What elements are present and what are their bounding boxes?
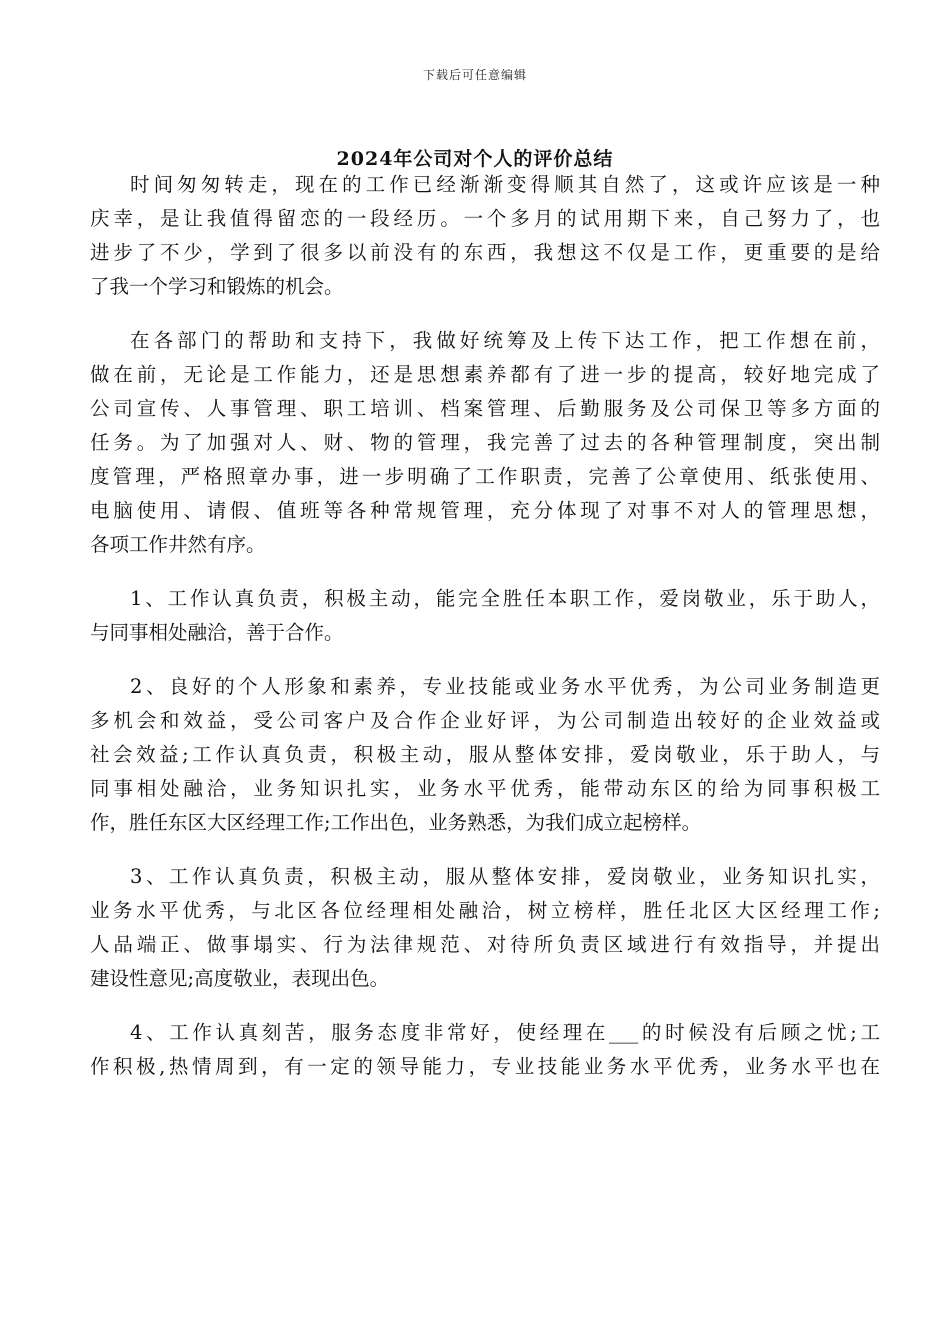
document-body — [90, 168, 880, 1104]
paragraph-line: 做在前，无论是工作能力，还是思想素养都有了进一步的提高，较好地完成了 — [90, 363, 880, 386]
paragraph-6 — [90, 1016, 880, 1084]
paragraph-line: 任务。为了加强对人、财、物的管理，我完善了过去的各种管理制度，突出制 — [90, 431, 880, 454]
paragraph-2 — [90, 324, 880, 562]
paragraph-line: 4、工作认真刻苦，服务态度非常好，使经理在___的时候没有后顾之忧;工 — [130, 1021, 880, 1044]
paragraph-line: 社会效益;工作认真负责，积极主动，服从整体安排，爱岗敬业，乐于助人，与 — [90, 743, 880, 766]
document-title: 2024年公司对个人的评价总结 — [336, 148, 614, 170]
paragraph-line: 在各部门的帮助和支持下，我做好统筹及上传下达工作，把工作想在前， — [130, 329, 880, 352]
paragraph-line: 作积极,热情周到，有一定的领导能力，专业技能业务水平优秀，业务水平也在 — [90, 1055, 880, 1078]
paragraph-5 — [90, 860, 880, 996]
paragraph-line: 业务水平优秀，与北区各位经理相处融洽，树立榜样，胜任北区大区经理工作; — [90, 899, 880, 922]
paragraph-3 — [90, 582, 880, 650]
paragraph-line: 建设性意见;高度敬业，表现出色。 — [90, 967, 390, 990]
paragraph-line: 同事相处融洽，业务知识扎实，业务水平优秀，能带动东区的给为同事积极工 — [90, 777, 880, 800]
paragraph-line: 1、工作认真负责，积极主动，能完全胜任本职工作，爱岗敬业，乐于助人， — [130, 587, 880, 610]
paragraph-line: 了我一个学习和锻炼的机会。 — [90, 275, 344, 298]
paragraph-line: 与同事相处融洽，善于合作。 — [90, 621, 344, 644]
paragraph-line: 3、工作认真负责，积极主动，服从整体安排，爱岗敬业，业务知识扎实， — [130, 865, 880, 888]
paragraph-line: 度管理，严格照章办事，进一步明确了工作职责，完善了公章使用、纸张使用、 — [90, 465, 880, 488]
paragraph-line: 多机会和效益，受公司客户及合作企业好评，为公司制造出较好的企业效益或 — [90, 709, 880, 732]
paragraph-4 — [90, 670, 880, 840]
header-note: 下载后可任意编辑 — [422, 68, 527, 82]
paragraph-line: 作，胜任东区大区经理工作;工作出色，业务熟悉，为我们成立起榜样。 — [90, 811, 702, 834]
paragraph-1 — [90, 168, 880, 304]
paragraph-line: 进步了不少，学到了很多以前没有的东西，我想这不仅是工作，更重要的是给 — [90, 241, 880, 264]
paragraph-line: 庆幸，是让我值得留恋的一段经历。一个多月的试用期下来，自己努力了，也 — [90, 207, 880, 230]
paragraph-line: 人品端正、做事塌实、行为法律规范、对待所负责区域进行有效指导，并提出 — [90, 933, 880, 956]
paragraph-line: 公司宣传、人事管理、职工培训、档案管理、后勤服务及公司保卫等多方面的 — [90, 397, 880, 420]
paragraph-line: 各项工作井然有序。 — [90, 533, 266, 556]
paragraph-line: 2、良好的个人形象和素养，专业技能或业务水平优秀，为公司业务制造更 — [130, 675, 880, 698]
paragraph-line: 时间匆匆转走，现在的工作已经渐渐变得顺其自然了，这或许应该是一种 — [130, 173, 880, 196]
paragraph-line: 电脑使用、请假、值班等各种常规管理，充分体现了对事不对人的管理思想， — [90, 499, 880, 522]
